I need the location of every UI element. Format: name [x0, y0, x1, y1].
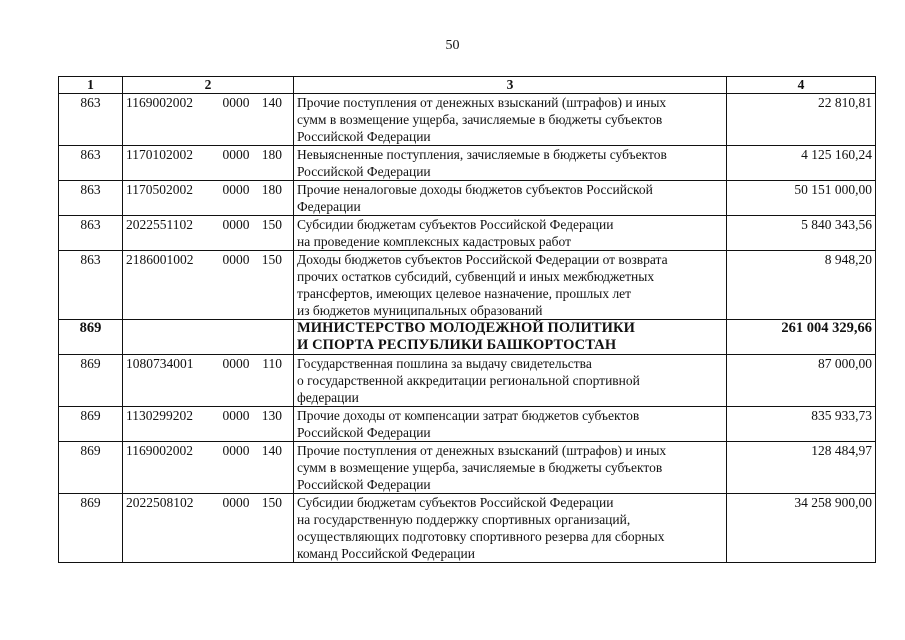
description-cell	[294, 216, 727, 251]
description-line: о государственной аккредитации региональной спортивной	[297, 373, 640, 388]
description-line: Невыясненные поступления, зачисляемые в бюджеты субъектов	[297, 147, 667, 162]
budget-code-segment: 0000	[222, 182, 250, 197]
budget-code-segment: 140	[261, 95, 282, 110]
header-col-2: 2	[123, 77, 294, 94]
budget-code-segment: 1170102002	[126, 147, 193, 162]
description-cell	[294, 442, 727, 494]
description-line: осуществляющих подготовку спортивного резерва для сборных	[297, 529, 665, 544]
header-col-3: 3	[294, 77, 727, 94]
budget-code-segment: 180	[261, 182, 282, 197]
description-cell	[294, 320, 727, 355]
description-cell	[294, 251, 727, 320]
budget-code-segment: 2186001002	[126, 252, 194, 267]
description-line: на проведение комплексных кадастровых работ	[297, 234, 572, 249]
budget-code-cell	[123, 355, 294, 407]
description-line: Государственная пошлина за выдачу свидетельства	[297, 356, 592, 371]
budget-code-cell	[123, 407, 294, 442]
description-line: Российской Федерации	[297, 425, 431, 440]
budget-code-segment: 130	[261, 408, 282, 423]
amount-cell: 87 000,00	[727, 355, 876, 407]
budget-code-segment: 0000	[222, 443, 250, 458]
table-row	[59, 355, 876, 407]
description-cell	[294, 94, 727, 146]
budget-code-segment: 150	[261, 495, 282, 510]
budget-code-segment: 0000	[222, 252, 250, 267]
description-line: Субсидии бюджетам субъектов Российской Федерации	[297, 217, 614, 232]
description-line: Субсидии бюджетам субъектов Российской Федерации	[297, 495, 614, 510]
amount-cell: 34 258 900,00	[727, 494, 876, 563]
table-row	[59, 407, 876, 442]
budget-code-segment: 2022551102	[126, 217, 193, 232]
table-row	[59, 494, 876, 563]
admin-code-cell: 869	[59, 494, 123, 563]
description-line: Прочие поступления от денежных взысканий (штрафов) и иных	[297, 443, 667, 458]
budget-code-segment: 180	[261, 147, 282, 162]
page-number: 50	[445, 38, 460, 53]
table-body	[59, 94, 876, 563]
header-col-4: 4	[727, 77, 876, 94]
description-line: Российской Федерации	[297, 129, 431, 144]
table-row	[59, 181, 876, 216]
description-line: Прочие поступления от денежных взысканий (штрафов) и иных	[297, 95, 667, 110]
description-line: И СПОРТА РЕСПУБЛИКИ БАШКОРТОСТАН	[297, 337, 617, 353]
budget-code-segment: 1080734001	[126, 356, 194, 371]
budget-code-segment: 2022508102	[126, 495, 194, 510]
budget-code-segment: 140	[261, 443, 282, 458]
amount-cell: 835 933,73	[727, 407, 876, 442]
table-row	[59, 94, 876, 146]
amount-cell: 8 948,20	[727, 251, 876, 320]
budget-code-cell	[123, 494, 294, 563]
budget-code-segment: 1170502002	[126, 182, 193, 197]
table-header-row	[59, 77, 876, 94]
admin-code-cell: 869	[59, 407, 123, 442]
table-row	[59, 251, 876, 320]
budget-code-segment: 0000	[222, 217, 250, 232]
description-cell	[294, 181, 727, 216]
budget-code-cell	[123, 251, 294, 320]
description-cell	[294, 146, 727, 181]
admin-code-cell: 863	[59, 216, 123, 251]
table-row	[59, 442, 876, 494]
header-col-1: 1	[59, 77, 123, 94]
description-line: сумм в возмещение ущерба, зачисляемые в бюджеты субъектов	[297, 112, 663, 127]
description-cell	[294, 407, 727, 442]
description-line: Российской Федерации	[297, 477, 431, 492]
budget-code-segment: 1169002002	[126, 95, 193, 110]
budget-code-segment: 0000	[222, 356, 250, 371]
amount-cell: 4 125 160,24	[727, 146, 876, 181]
budget-code-cell	[123, 181, 294, 216]
budget-code-cell	[123, 94, 294, 146]
table-row	[59, 320, 876, 355]
amount-cell: 22 810,81	[727, 94, 876, 146]
budget-code-segment: 110	[262, 356, 282, 371]
admin-code-cell: 869	[59, 442, 123, 494]
budget-code-cell	[123, 216, 294, 251]
budget-revenue-table	[58, 76, 876, 563]
description-line: сумм в возмещение ущерба, зачисляемые в бюджеты субъектов	[297, 460, 663, 475]
admin-code-cell: 863	[59, 146, 123, 181]
admin-code-cell: 863	[59, 94, 123, 146]
amount-cell: 128 484,97	[727, 442, 876, 494]
description-line: МИНИСТЕРСТВО МОЛОДЕЖНОЙ ПОЛИТИКИ	[297, 320, 635, 336]
description-line: команд Российской Федерации	[297, 546, 475, 561]
amount-cell: 50 151 000,00	[727, 181, 876, 216]
budget-code-cell	[123, 146, 294, 181]
description-line: Доходы бюджетов субъектов Российской Федерации от возврата	[297, 252, 668, 267]
description-line: из бюджетов муниципальных образований	[297, 303, 543, 318]
description-cell	[294, 355, 727, 407]
budget-code-segment: 1169002002	[126, 443, 193, 458]
admin-code-cell: 863	[59, 251, 123, 320]
admin-code-cell: 869	[59, 320, 123, 355]
budget-code-segment: 150	[261, 252, 282, 267]
description-line: Прочие неналоговые доходы бюджетов субъектов Российской	[297, 182, 653, 197]
description-line: Прочие доходы от компенсации затрат бюджетов субъектов	[297, 408, 640, 423]
budget-code-cell	[123, 320, 294, 355]
budget-code-segment: 0000	[222, 95, 250, 110]
budget-code-segment: 1130299202	[126, 408, 193, 423]
admin-code-cell: 863	[59, 181, 123, 216]
budget-code-segment: 0000	[222, 408, 250, 423]
description-line: Российской Федерации	[297, 164, 431, 179]
description-cell	[294, 494, 727, 563]
amount-cell: 5 840 343,56	[727, 216, 876, 251]
description-line: Федерации	[297, 199, 361, 214]
amount-cell: 261 004 329,66	[727, 320, 876, 355]
description-line: на государственную поддержку спортивных организаций,	[297, 512, 631, 527]
admin-code-cell: 869	[59, 355, 123, 407]
budget-code-segment: 150	[261, 217, 282, 232]
table-row	[59, 146, 876, 181]
description-line: федерации	[297, 390, 359, 405]
table-row	[59, 216, 876, 251]
description-line: прочих остатков субсидий, субвенций и иных межбюджетных	[297, 269, 655, 284]
budget-code-cell	[123, 442, 294, 494]
description-line: трансфертов, имеющих целевое назначение, прошлых лет	[297, 286, 632, 301]
budget-code-segment: 0000	[222, 147, 250, 162]
budget-code-segment: 0000	[222, 495, 250, 510]
